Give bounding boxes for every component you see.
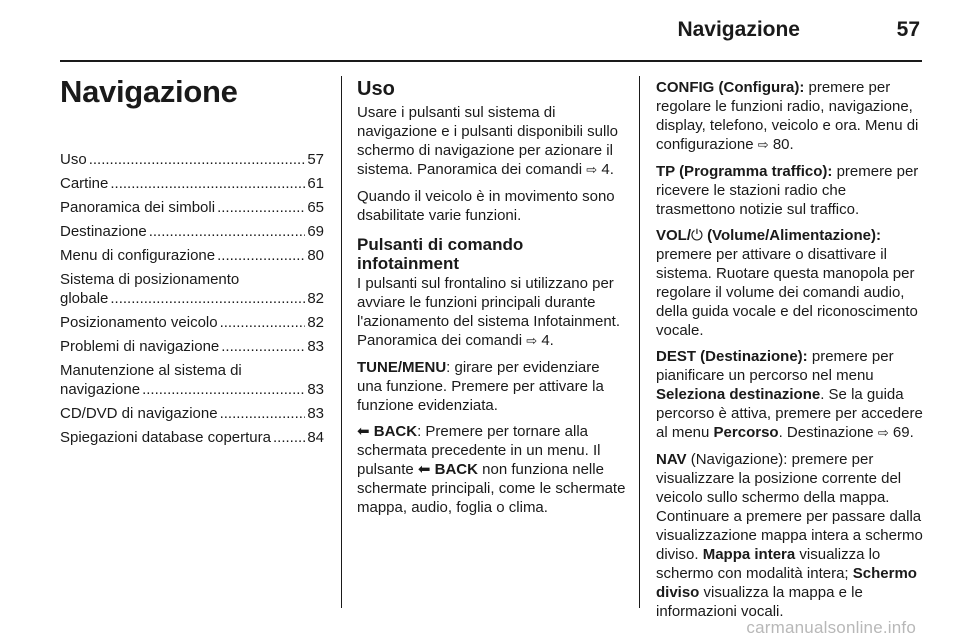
paragraph-dest: DEST (Destinazione): premere per pianificare un percorso nel menu Seleziona destinazione. Se la guida percorso è attiva, premere per accedere al menu Percorso. Destinazione ⇨ 69. <box>656 348 923 441</box>
sub-heading-pulsanti: Pulsanti di comando infotainment <box>357 235 524 273</box>
toc-entry[interactable] <box>60 150 324 169</box>
back-arrow-icon: ⬅ <box>357 423 370 440</box>
toc-entry-label: Destinazione <box>60 223 147 240</box>
toc-entry-line <box>60 380 324 399</box>
column-controls <box>656 78 926 628</box>
toc-entry-line <box>60 150 324 169</box>
reference-arrow-icon: ⇨ <box>757 138 769 153</box>
toc-entry-line <box>60 174 324 193</box>
toc-entry-page: 84 <box>307 429 324 446</box>
header-rule <box>60 60 922 62</box>
reference-arrow-icon: ⇨ <box>877 426 889 441</box>
paragraph-nav: NAV (Navigazione): premere per visualizzare la posizione corrente del veicolo sullo schermo della mappa. Continuare a premere per passare dalla visualizzazione mappa intera a schermo diviso. Mappa intera visualizza lo schermo con modalità intera; Schermo diviso visualizza la mappa e le informazioni vocali. <box>656 451 923 620</box>
page-number: 57 <box>896 18 920 41</box>
toc-leader-dots <box>217 246 305 265</box>
section-heading-uso: Uso <box>357 78 395 100</box>
toc-entry-line <box>60 246 324 265</box>
paragraph-tune-menu: TUNE/MENU: girare per evidenziare una funzione. Premere per attivare la funzione evidenziata. <box>357 359 604 414</box>
chapter-title: Navigazione <box>60 74 238 109</box>
paragraph-pulsanti: I pulsanti sul frontalino si utilizzano per avviare le funzioni principali durante l'azionamento del sistema Infotainment. Panoramica dei comandi ⇨ 4. <box>357 275 621 349</box>
toc-entry-label: Uso <box>60 151 87 168</box>
toc-leader-dots <box>221 337 305 356</box>
reference-arrow-icon: ⇨ <box>526 334 538 349</box>
toc-entry-line <box>60 337 324 356</box>
paragraph-uso-intro: Usare i pulsanti sul sistema di navigazione e i pulsanti disponibili sullo schermo di navigazione per azionare il sistema. Panoramica dei comandi ⇨ 4. <box>357 104 618 178</box>
toc-entry-line <box>60 222 324 241</box>
toc-leader-dots <box>220 404 306 423</box>
toc-entry-label-line1: Manutenzione al sistema di <box>60 362 242 379</box>
toc-entry-label: Problemi di navigazione <box>60 338 220 355</box>
paragraph-tp: TP (Programma traffico): premere per ricevere le stazioni radio che trasmettono notizie sul traffico. <box>656 163 919 218</box>
power-icon: ⏻ <box>691 227 703 244</box>
toc-entry-line <box>60 198 324 217</box>
toc-leader-dots <box>149 222 306 241</box>
toc-entry-label: Menu di configurazione <box>60 247 216 264</box>
toc-entry-page: 83 <box>307 405 324 422</box>
toc-entry-page: 83 <box>307 338 324 355</box>
paragraph-config: CONFIG (Configura): premere per regolare le funzioni radio, navigazione, display, telefono, veicolo e ora. Menu di configurazione ⇨ 80. <box>656 79 919 153</box>
toc-entry-page: 82 <box>307 290 324 307</box>
toc-entry-page: 61 <box>307 175 324 192</box>
toc-entry[interactable] <box>60 361 324 399</box>
toc-entry-page: 82 <box>307 314 324 331</box>
paragraph-uso-disabled: Quando il veicolo è in movimento sono dsabilitate varie funzioni. <box>357 188 615 224</box>
toc-entry-page: 57 <box>307 151 324 168</box>
toc-entry-page: 69 <box>307 223 324 240</box>
toc-entry-page: 80 <box>307 247 324 264</box>
toc-leader-dots <box>110 174 305 193</box>
toc-entry-label: navigazione <box>60 381 141 398</box>
reference-arrow-icon: ⇨ <box>586 163 598 178</box>
paragraph-back: ⬅ BACK: Premere per tornare alla schermata precedente in un menu. Il pulsante ⬅ BACK non funziona nelle schermate principali, come le schermate mappa, audio, foglia o clima. <box>357 423 626 516</box>
toc-entry[interactable] <box>60 313 324 332</box>
toc-entry-label: Panoramica dei simboli <box>60 199 216 216</box>
toc-leader-dots <box>142 380 305 399</box>
toc-entry[interactable] <box>60 270 324 308</box>
toc-entry[interactable] <box>60 404 324 423</box>
toc-entry-label: Posizionamento veicolo <box>60 314 218 331</box>
header-title: Navigazione <box>677 18 800 41</box>
toc-entry[interactable] <box>60 337 324 356</box>
toc-entry[interactable] <box>60 246 324 265</box>
paragraph-vol: VOL/⏻ (Volume/Alimentazione): premere per attivare o disattivare il sistema. Ruotare questa manopola per regolare il volume dei comandi audio, della guida vocale e del riconoscimento vocale. <box>656 227 918 339</box>
toc-leader-dots <box>220 313 306 332</box>
toc-leader-dots <box>273 428 305 447</box>
toc-entry-label: CD/DVD di navigazione <box>60 405 218 422</box>
toc-entry-line <box>60 428 324 447</box>
column-uso <box>357 78 627 524</box>
toc-entry[interactable] <box>60 174 324 193</box>
toc-entry[interactable] <box>60 222 324 241</box>
toc-leader-dots <box>110 289 305 308</box>
watermark: carmanualsonline.info <box>746 618 916 637</box>
toc-leader-dots <box>217 198 305 217</box>
toc-entry[interactable] <box>60 198 324 217</box>
toc-entry-line <box>60 404 324 423</box>
toc-entry-label: Cartine <box>60 175 109 192</box>
toc-entry-label: globale <box>60 290 109 307</box>
toc-entry-page: 65 <box>307 199 324 216</box>
toc-entry-line <box>60 313 324 332</box>
toc-entry[interactable] <box>60 428 324 447</box>
toc-leader-dots <box>89 150 306 169</box>
column-divider-left <box>341 76 342 608</box>
toc-entry-line <box>60 289 324 308</box>
toc-entry-label-line1: Sistema di posizionamento <box>60 271 240 288</box>
table-of-contents <box>60 150 324 452</box>
column-divider-right <box>639 76 640 608</box>
toc-entry-label: Spiegazioni database copertura <box>60 429 271 446</box>
back-arrow-icon: ⬅ <box>417 461 431 478</box>
toc-entry-page: 83 <box>307 381 324 398</box>
